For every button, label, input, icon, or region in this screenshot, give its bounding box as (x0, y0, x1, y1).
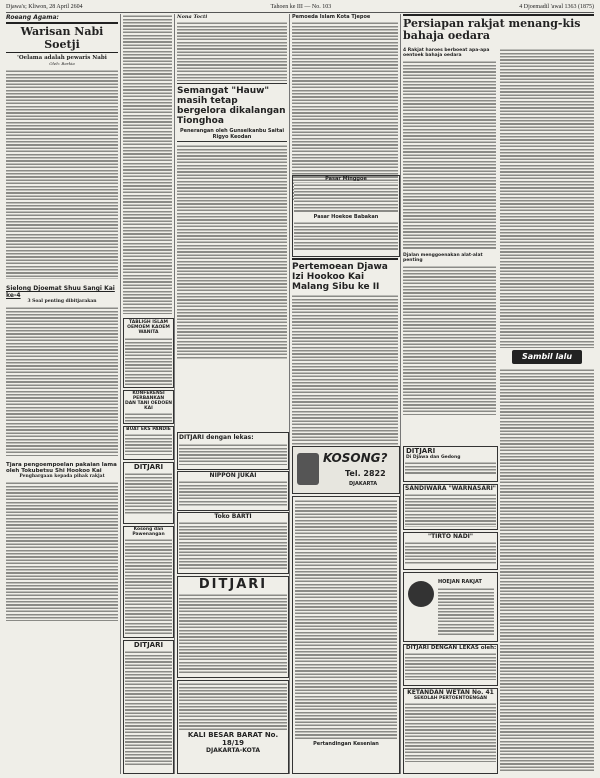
article-byline: Oleh: Barkia (49, 61, 75, 66)
col5-headline: Persiapan rakjat menang-kis bahaja oedara (403, 14, 594, 42)
ad-eks-body (125, 433, 172, 455)
ad-ditjari-lekas-body (179, 443, 287, 465)
ad-kali-besar-sub: DJAKARTA-KOTA (205, 747, 260, 754)
col5-sidebar1: 4 Rakjat haroes berboeat apa-apa oentoek bahaja oedara (403, 48, 490, 58)
ad-warnasari-title: SANDIWARA "WARNASARI" (405, 485, 496, 492)
ad-kosong-city: DJAKARTA (349, 481, 378, 487)
ad-ketandan-sub: SEKOLAH PERTOENTOENGAN (413, 696, 488, 701)
ad-nippon-jukai-body (179, 480, 287, 506)
article3-subtitle: Penghargaan kepada pihak rakjat (19, 474, 105, 479)
ad-ditjari-c5-title: DITJARI (406, 447, 436, 455)
main-body (177, 144, 287, 359)
col4-headline-block (292, 258, 398, 454)
ad-nippon-jukai-title: NIPPON JUKAI (209, 472, 257, 479)
ad-hoejan (403, 572, 498, 642)
article2-body (6, 306, 118, 456)
poem-title: Nona Tocti (177, 14, 208, 20)
col5-sidebar2: Djalan menggoenakan alat-alat penting (403, 253, 483, 263)
column-rule (400, 14, 401, 774)
ad-toko-barti (177, 512, 289, 574)
ad-ditjari-c5-sub: Di Djawa dan Gedong (406, 455, 461, 460)
ad-ditjari-c3 (177, 576, 289, 678)
boxed-pasar-title2: Pasar Hoekoe Babakan (313, 214, 379, 220)
ad-toko-barti-body (179, 521, 287, 569)
ad-kosong-pawenangan (123, 526, 174, 638)
ad-kali-besar-title: KALI BESAR BARAT No. 18/19 (187, 731, 279, 747)
sambil-lalu-stamp: Sambil lalu (512, 350, 582, 364)
ad-kosong-pawenangan-title: Kosong dan Pawenangan (132, 527, 165, 537)
article2-subtitle: 3 Soal penting dibitjarakan (27, 299, 97, 304)
column-1 (6, 14, 118, 774)
boxed-pasar-body (294, 183, 398, 213)
ad-konferensi-body (125, 412, 172, 424)
ad-tirto-nadi (403, 532, 498, 570)
column-rule (120, 14, 121, 774)
ad-ditjari-c2b-title: DITJARI (133, 641, 164, 649)
telephone-icon (297, 453, 319, 485)
article2-title: Sielong Djoemat Shuu Sangi Kai ke-4 (6, 285, 115, 299)
col4-ad-bottom: Pertandingan Kesenian (313, 741, 379, 747)
ad-ditjari-c5 (403, 446, 498, 482)
boxed-pasar-title: Pasar Minggoe (325, 176, 367, 182)
ad-hoejan-title: HOEJAN RAKJAT (438, 579, 482, 585)
boxed-pasar-body2 (294, 221, 398, 251)
ad-ditjari-c2b-body (125, 650, 172, 766)
emblem-icon (408, 581, 434, 607)
ad-warnasari-body (405, 493, 496, 527)
article-body (6, 69, 118, 279)
ad-ditjari-c5-body (405, 461, 496, 475)
ad-ditjari-lekas (177, 432, 289, 470)
ad-konferensi-title: KONFERENSI PERBANKAN (132, 391, 165, 401)
col4-top-title: Pemoeda Islam Kota Tjepoe (292, 14, 371, 20)
main-subheadline: Penerangan oleh Gunseikanbu Saitai Rigyo Keodan (177, 128, 287, 142)
ad-toko-barti-title: Toko BARTI (214, 513, 252, 520)
ad-ditjari-lekas-c5-title: DITJARI DENGAN LEKAS oleh: (406, 645, 497, 651)
ad-kali-besar-body (179, 682, 287, 730)
col5-right-article (500, 48, 594, 348)
masthead-hijri-date: 4 Djoemadil 'awal 1363 (1875) (519, 4, 594, 10)
col4-top-body (292, 21, 398, 201)
main-headline: Semangat "Hauw" masih tetap bergelora dikalangan Tionghoa (177, 83, 287, 126)
ad-eks-title: BUAT EKS PANDIE (126, 427, 171, 432)
ad-tabligh-title: TABLIGH ISLAM OEMOEM KAOEM WANITA (127, 320, 170, 335)
masthead (6, 3, 594, 13)
ad-tabligh-body (125, 337, 172, 385)
column-rule (174, 14, 175, 774)
col5-left-body2 (403, 265, 496, 415)
ad-ditjari-c2 (123, 462, 174, 524)
col4-ad-listing-body (295, 499, 397, 739)
ad-ditjari-c2b (123, 640, 174, 774)
article3-body (6, 481, 118, 621)
poem-body (177, 21, 287, 81)
ad-konferensi (123, 390, 174, 424)
ad-tirto-nadi-title: "TIRTO NADI" (427, 533, 474, 540)
ad-ditjari-lekas-c5 (403, 644, 498, 686)
ad-kosong-pawenangan-body (125, 538, 172, 634)
ad-tabligh (123, 318, 174, 388)
ad-hoejan-body (438, 587, 494, 635)
boxed-pasar (292, 175, 400, 257)
col4-ad-listing (292, 496, 400, 774)
ad-ditjari-lekas-title: DITJARI dengan lekas: (179, 434, 254, 441)
ad-konferensi-name: DAN TANI OEDOEN KAI (124, 401, 173, 411)
ad-ketandan-body (405, 702, 496, 762)
ad-eks (123, 426, 174, 460)
ad-ketandan-title: KETANDAN WETAN No. 41 (407, 689, 494, 696)
article-subtitle: 'Oelama adalah pewaris Nabi (17, 55, 107, 61)
col5-right-body (500, 48, 594, 348)
col5-left-article (403, 48, 496, 415)
ad-warnasari (403, 484, 498, 530)
article-title: Warisan Nabi Soetji (6, 22, 118, 53)
col5-right-article-2 (500, 368, 594, 772)
col5-left-body (403, 60, 496, 250)
masthead-date: Djawa's; Kliwon, 28 April 2604 (6, 4, 83, 10)
col4-headline-body (292, 294, 398, 454)
ad-kosong-phone: Tel. 2822 (345, 469, 386, 478)
ad-tirto-nadi-body (405, 541, 496, 565)
section-label: Roeang Agama: (6, 14, 59, 21)
ad-ketandan (403, 688, 498, 774)
ad-ditjari-c3-body (179, 593, 287, 673)
ad-nippon-jukai (177, 471, 289, 511)
ad-ditjari-c2-body (125, 472, 172, 514)
ad-ditjari-lekas-c5-body (405, 652, 496, 680)
col5-right-body-2 (500, 368, 594, 772)
ad-kosong (292, 446, 400, 494)
masthead-issue: Tahoen ke III — No. 103 (270, 4, 332, 10)
ad-kali-besar (177, 680, 289, 774)
ad-ditjari-c3-title: DITJARI (198, 577, 268, 592)
column2-body (123, 14, 172, 314)
col4-headline: Pertemoean Djawa Izi Hookoo Kai Malang Sibu ke II (292, 258, 398, 292)
ad-ditjari-c2-title: DITJARI (133, 463, 164, 471)
article3-title: Tjara pengoempoelan pakaian lama oleh Tokubetsu Shi Hookoo Kai (6, 462, 117, 474)
column-rule (289, 14, 290, 774)
ad-kosong-title: KOSONG? (323, 451, 388, 465)
